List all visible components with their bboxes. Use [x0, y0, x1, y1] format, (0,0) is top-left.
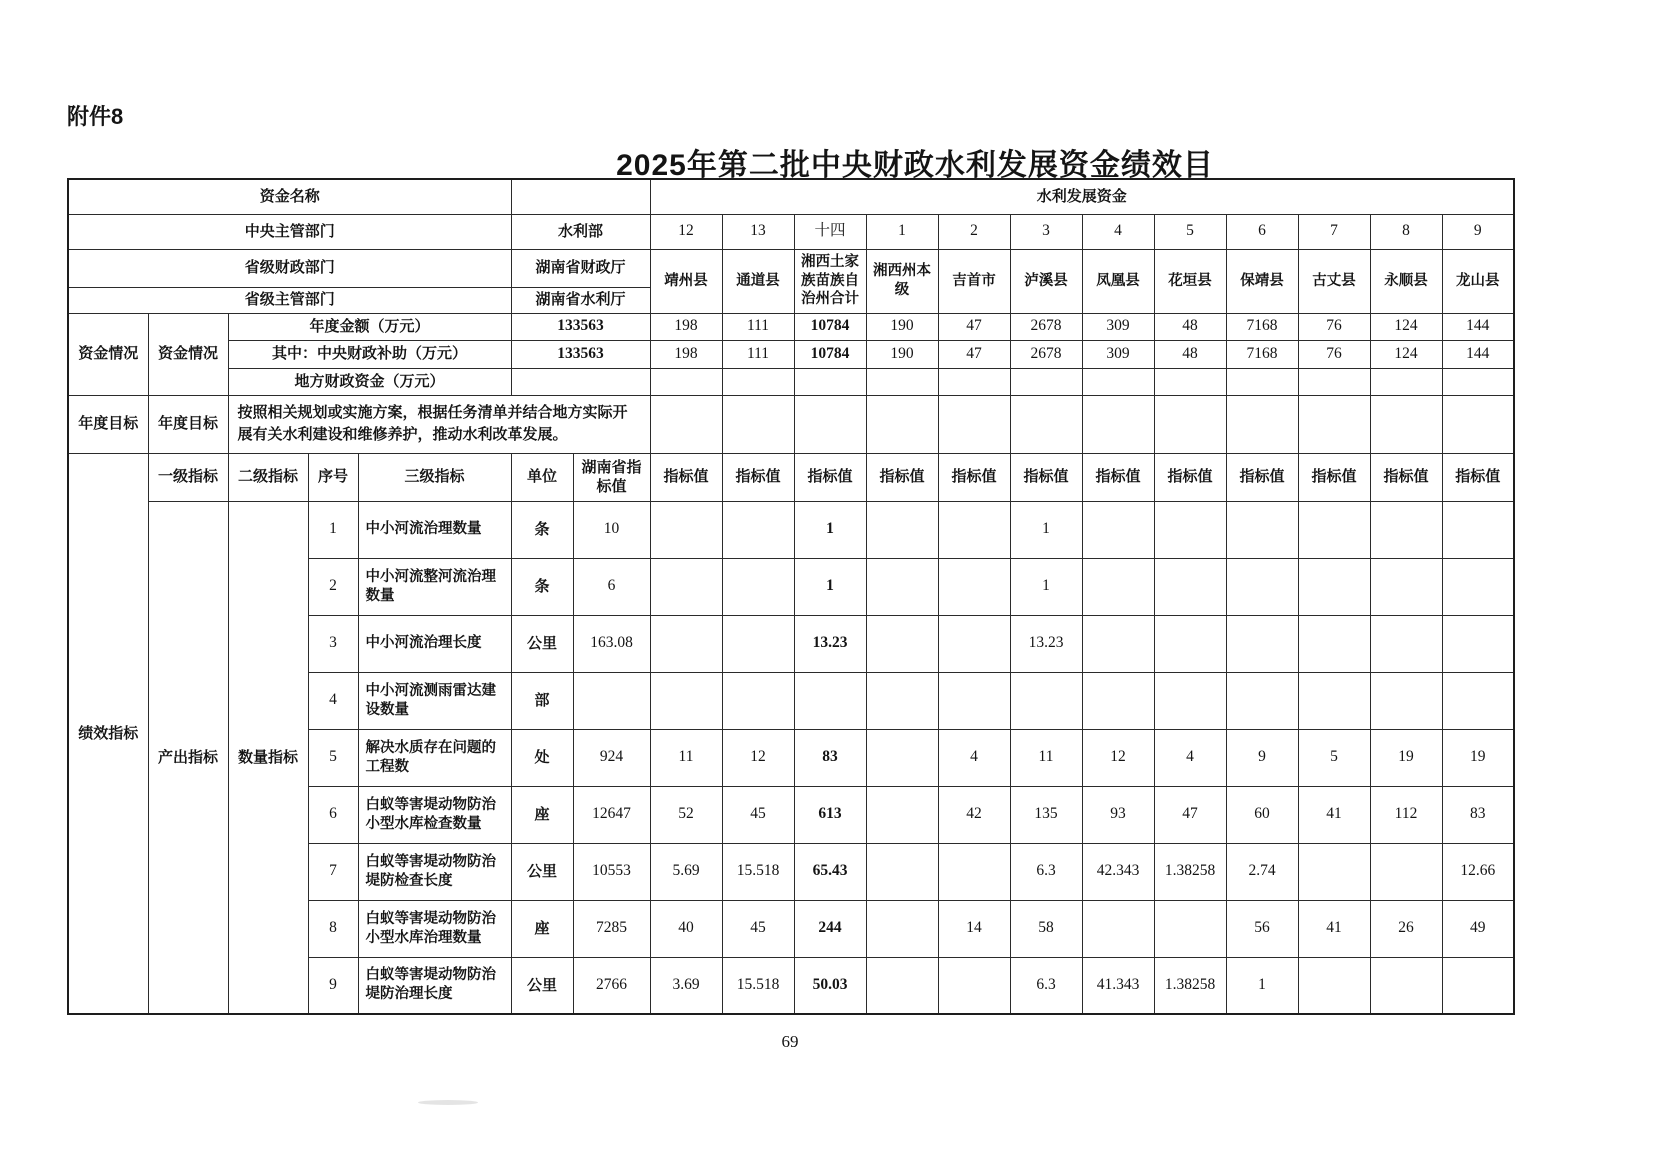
indicator-seq: 2 — [308, 558, 358, 615]
funding-value: 2678 — [1010, 313, 1082, 340]
level2-header: 二级指标 — [228, 453, 308, 501]
indicator-value: 41.343 — [1082, 957, 1154, 1014]
column-number: 7 — [1298, 214, 1370, 249]
province-value-header: 湖南省指标值 — [573, 453, 650, 501]
indicator-value — [1226, 558, 1298, 615]
indicator-value: 47 — [1154, 786, 1226, 843]
indicator-unit: 公里 — [511, 615, 573, 672]
indicator-value — [938, 843, 1010, 900]
funding-value: 111 — [722, 313, 794, 340]
funding-value — [1082, 368, 1154, 395]
column-number: 3 — [1010, 214, 1082, 249]
indicator-value: 1 — [794, 558, 866, 615]
indicator-value: 93 — [1082, 786, 1154, 843]
central-dept-value: 水利部 — [511, 214, 650, 249]
indicator-value — [1370, 558, 1442, 615]
indicator-value: 4 — [938, 729, 1010, 786]
indicator-name: 中小河流治理数量 — [358, 501, 511, 558]
indicator-unit: 条 — [511, 501, 573, 558]
indicator-value — [1298, 957, 1370, 1014]
indicator-province-value: 2766 — [573, 957, 650, 1014]
fund-name-label: 资金名称 — [68, 179, 511, 214]
funding-value: 10784 — [794, 313, 866, 340]
indicator-value: 19 — [1370, 729, 1442, 786]
annual-goal-empty-cell — [722, 395, 794, 453]
funding-value: 7168 — [1226, 313, 1298, 340]
indicator-value — [650, 672, 722, 729]
indicator-value: 50.03 — [794, 957, 866, 1014]
funding-section-label: 资金情况 — [68, 313, 148, 395]
provincial-dept-label: 省级主管部门 — [68, 287, 511, 313]
indicator-province-value: 12647 — [573, 786, 650, 843]
indicator-value: 65.43 — [794, 843, 866, 900]
indicator-value — [1370, 501, 1442, 558]
level3-header: 三级指标 — [358, 453, 511, 501]
funding-province-value — [511, 368, 650, 395]
indicator-value: 12.66 — [1442, 843, 1514, 900]
annual-goal-empty-cell — [1010, 395, 1082, 453]
indicator-value — [1154, 558, 1226, 615]
indicator-value: 13.23 — [1010, 615, 1082, 672]
annual-goal-empty-cell — [1226, 395, 1298, 453]
performance-table — [67, 178, 1515, 1015]
indicator-value: 58 — [1010, 900, 1082, 957]
level2-value: 数量指标 — [228, 501, 308, 1014]
indicator-value — [722, 672, 794, 729]
page-number: 69 — [781, 1032, 799, 1051]
indicator-value — [866, 558, 938, 615]
indicator-value — [1442, 957, 1514, 1014]
indicator-value — [1442, 615, 1514, 672]
indicator-value — [938, 558, 1010, 615]
funding-value — [1226, 368, 1298, 395]
indicator-seq: 5 — [308, 729, 358, 786]
funding-value: 76 — [1298, 313, 1370, 340]
indicator-value-header: 指标值 — [938, 453, 1010, 501]
indicator-unit: 处 — [511, 729, 573, 786]
column-number: 十四 — [794, 214, 866, 249]
indicator-value — [722, 558, 794, 615]
funding-value — [866, 368, 938, 395]
indicator-value-header: 指标值 — [1010, 453, 1082, 501]
indicator-seq: 6 — [308, 786, 358, 843]
indicator-value: 135 — [1010, 786, 1082, 843]
indicator-value: 3.69 — [650, 957, 722, 1014]
indicator-seq: 3 — [308, 615, 358, 672]
indicator-value — [938, 615, 1010, 672]
funding-value — [650, 368, 722, 395]
funding-value — [722, 368, 794, 395]
indicator-value — [650, 501, 722, 558]
indicator-value: 49 — [1442, 900, 1514, 957]
funding-value: 309 — [1082, 313, 1154, 340]
indicator-value-header: 指标值 — [1442, 453, 1514, 501]
indicator-value: 6.3 — [1010, 957, 1082, 1014]
attachment-label: 附件8 — [67, 104, 124, 129]
funding-province-value: 133563 — [511, 313, 650, 340]
indicator-value: 4 — [1154, 729, 1226, 786]
indicator-value-header: 指标值 — [1370, 453, 1442, 501]
indicator-value: 83 — [794, 729, 866, 786]
fund-name-value — [511, 179, 650, 214]
funding-value — [1154, 368, 1226, 395]
indicator-name: 中小河流整河流治理数量 — [358, 558, 511, 615]
indicator-value — [1226, 501, 1298, 558]
annual-goal-empty-cell — [1442, 395, 1514, 453]
indicator-value-header: 指标值 — [1154, 453, 1226, 501]
indicator-unit: 部 — [511, 672, 573, 729]
indicator-value: 45 — [722, 900, 794, 957]
funding-province-value: 133563 — [511, 340, 650, 368]
indicator-value — [938, 672, 1010, 729]
annual-goal-sub-label: 年度目标 — [148, 395, 228, 453]
region-header: 湘西土家族苗族自治州合计 — [794, 249, 866, 313]
region-header: 古丈县 — [1298, 249, 1370, 313]
indicator-value — [1298, 501, 1370, 558]
indicator-value: 56 — [1226, 900, 1298, 957]
region-header: 龙山县 — [1442, 249, 1514, 313]
funding-value: 190 — [866, 313, 938, 340]
funding-value: 2678 — [1010, 340, 1082, 368]
column-number: 2 — [938, 214, 1010, 249]
indicator-value — [1370, 843, 1442, 900]
indicator-value: 1 — [1226, 957, 1298, 1014]
funding-value: 144 — [1442, 340, 1514, 368]
provincial-finance-value: 湖南省财政厅 — [511, 249, 650, 287]
annual-goal-section-label: 年度目标 — [68, 395, 148, 453]
funding-value: 10784 — [794, 340, 866, 368]
column-number: 9 — [1442, 214, 1514, 249]
region-header: 通道县 — [722, 249, 794, 313]
indicator-value — [866, 786, 938, 843]
indicator-value — [938, 501, 1010, 558]
indicator-value: 1.38258 — [1154, 843, 1226, 900]
indicator-value: 11 — [650, 729, 722, 786]
indicator-province-value: 10 — [573, 501, 650, 558]
provincial-dept-value: 湖南省水利厅 — [511, 287, 650, 313]
indicator-value: 15.518 — [722, 843, 794, 900]
indicator-unit: 公里 — [511, 843, 573, 900]
annual-goal-empty-cell — [794, 395, 866, 453]
column-number: 5 — [1154, 214, 1226, 249]
region-header: 靖州县 — [650, 249, 722, 313]
funding-value: 48 — [1154, 313, 1226, 340]
region-header: 凤凰县 — [1082, 249, 1154, 313]
funding-value — [1370, 368, 1442, 395]
annual-goal-empty-cell — [1082, 395, 1154, 453]
funding-value: 124 — [1370, 313, 1442, 340]
indicator-value — [1298, 672, 1370, 729]
indicator-value — [1298, 843, 1370, 900]
indicator-value — [1010, 672, 1082, 729]
indicator-name: 解决水质存在问题的工程数 — [358, 729, 511, 786]
scan-artifact — [418, 1100, 478, 1105]
indicator-value — [1370, 672, 1442, 729]
indicator-value — [866, 615, 938, 672]
funding-value: 7168 — [1226, 340, 1298, 368]
indicator-value — [650, 615, 722, 672]
annual-goal-empty-cell — [1154, 395, 1226, 453]
indicator-value — [1154, 900, 1226, 957]
indicator-value — [794, 672, 866, 729]
indicator-unit: 条 — [511, 558, 573, 615]
funding-value: 190 — [866, 340, 938, 368]
seq-header: 序号 — [308, 453, 358, 501]
funding-value — [1442, 368, 1514, 395]
indicator-value: 9 — [1226, 729, 1298, 786]
indicator-value — [1442, 558, 1514, 615]
indicator-value — [1154, 672, 1226, 729]
central-dept-label: 中央主管部门 — [68, 214, 511, 249]
indicator-value: 14 — [938, 900, 1010, 957]
indicator-name: 白蚁等害堤动物防治小型水库治理数量 — [358, 900, 511, 957]
indicator-value-header: 指标值 — [866, 453, 938, 501]
indicator-name: 中小河流测雨雷达建设数量 — [358, 672, 511, 729]
indicator-value-header: 指标值 — [1082, 453, 1154, 501]
indicator-value — [866, 729, 938, 786]
funding-value: 47 — [938, 313, 1010, 340]
indicator-province-value: 6 — [573, 558, 650, 615]
indicator-value: 11 — [1010, 729, 1082, 786]
indicator-name: 中小河流治理长度 — [358, 615, 511, 672]
annual-goal-empty-cell — [650, 395, 722, 453]
indicator-value — [1082, 672, 1154, 729]
indicator-name: 白蚁等害堤动物防治小型水库检查数量 — [358, 786, 511, 843]
funding-sub-label: 资金情况 — [148, 313, 228, 395]
annual-goal-empty-cell — [1370, 395, 1442, 453]
indicator-value — [866, 672, 938, 729]
indicator-seq: 8 — [308, 900, 358, 957]
indicator-value: 45 — [722, 786, 794, 843]
indicator-value — [1082, 615, 1154, 672]
column-number: 8 — [1370, 214, 1442, 249]
region-header: 保靖县 — [1226, 249, 1298, 313]
indicator-value — [1370, 615, 1442, 672]
indicator-value — [1226, 672, 1298, 729]
fund-group-header: 水利发展资金 — [650, 179, 1514, 214]
provincial-finance-label: 省级财政部门 — [68, 249, 511, 287]
indicator-value: 1 — [1010, 501, 1082, 558]
indicator-unit: 座 — [511, 786, 573, 843]
indicator-value: 12 — [1082, 729, 1154, 786]
funding-value: 198 — [650, 313, 722, 340]
annual-goal-text: 按照相关规划或实施方案，根据任务清单并结合地方实际开展有关水利建设和维修养护，推动水利改革发展。 — [228, 395, 650, 453]
indicator-value-header: 指标值 — [794, 453, 866, 501]
region-header: 永顺县 — [1370, 249, 1442, 313]
indicator-name: 白蚁等害堤动物防治堤防治理长度 — [358, 957, 511, 1014]
indicator-province-value: 924 — [573, 729, 650, 786]
indicator-value-header: 指标值 — [722, 453, 794, 501]
indicator-value: 613 — [794, 786, 866, 843]
indicator-name: 白蚁等害堤动物防治堤防检查长度 — [358, 843, 511, 900]
indicator-value — [722, 615, 794, 672]
indicator-value: 42 — [938, 786, 1010, 843]
indicator-value: 6.3 — [1010, 843, 1082, 900]
indicator-value: 13.23 — [794, 615, 866, 672]
indicator-value: 52 — [650, 786, 722, 843]
indicator-value — [1154, 501, 1226, 558]
indicator-seq: 4 — [308, 672, 358, 729]
indicator-value — [1154, 615, 1226, 672]
indicator-seq: 1 — [308, 501, 358, 558]
indicator-value — [1370, 957, 1442, 1014]
funding-value — [938, 368, 1010, 395]
indicator-value-header: 指标值 — [1298, 453, 1370, 501]
indicator-value: 42.343 — [1082, 843, 1154, 900]
funding-value — [1010, 368, 1082, 395]
indicator-value: 26 — [1370, 900, 1442, 957]
indicator-value — [1442, 672, 1514, 729]
indicator-value: 1 — [794, 501, 866, 558]
indicator-value — [1442, 501, 1514, 558]
indicator-value — [866, 843, 938, 900]
indicator-value — [866, 501, 938, 558]
annual-goal-empty-cell — [938, 395, 1010, 453]
indicator-value — [650, 558, 722, 615]
indicator-province-value: 163.08 — [573, 615, 650, 672]
indicator-value — [1082, 501, 1154, 558]
indicator-value — [722, 501, 794, 558]
indicator-value: 41 — [1298, 786, 1370, 843]
column-number: 6 — [1226, 214, 1298, 249]
region-header: 湘西州本级 — [866, 249, 938, 313]
indicator-value-header: 指标值 — [650, 453, 722, 501]
indicator-value: 1 — [1010, 558, 1082, 615]
level1-value: 产出指标 — [148, 501, 228, 1014]
indicator-province-value: 10553 — [573, 843, 650, 900]
indicator-province-value — [573, 672, 650, 729]
indicator-value-header: 指标值 — [1226, 453, 1298, 501]
document-title: 2025年第二批中央财政水利发展资金绩效目 — [616, 149, 1214, 182]
column-number: 4 — [1082, 214, 1154, 249]
indicator-value — [1226, 615, 1298, 672]
indicator-unit: 座 — [511, 900, 573, 957]
level1-header: 一级指标 — [148, 453, 228, 501]
region-header: 吉首市 — [938, 249, 1010, 313]
indicator-value: 1.38258 — [1154, 957, 1226, 1014]
annual-goal-empty-cell — [1298, 395, 1370, 453]
funding-value: 309 — [1082, 340, 1154, 368]
indicator-value: 2.74 — [1226, 843, 1298, 900]
indicator-seq: 9 — [308, 957, 358, 1014]
indicator-value — [1298, 558, 1370, 615]
indicator-value — [1082, 558, 1154, 615]
region-header: 花垣县 — [1154, 249, 1226, 313]
funding-value: 111 — [722, 340, 794, 368]
indicator-value: 19 — [1442, 729, 1514, 786]
region-header: 泸溪县 — [1010, 249, 1082, 313]
column-number: 13 — [722, 214, 794, 249]
funding-value: 47 — [938, 340, 1010, 368]
indicators-section-label: 绩效指标 — [68, 453, 148, 1014]
funding-row-label: 年度金额（万元） — [228, 313, 511, 340]
indicator-unit: 公里 — [511, 957, 573, 1014]
annual-goal-empty-cell — [866, 395, 938, 453]
funding-value: 48 — [1154, 340, 1226, 368]
funding-value — [1298, 368, 1370, 395]
indicator-value — [1082, 900, 1154, 957]
indicator-value: 41 — [1298, 900, 1370, 957]
indicator-value: 83 — [1442, 786, 1514, 843]
indicator-value — [1298, 615, 1370, 672]
indicator-value: 40 — [650, 900, 722, 957]
funding-value: 76 — [1298, 340, 1370, 368]
funding-value: 144 — [1442, 313, 1514, 340]
funding-row-label: 其中：中央财政补助（万元） — [228, 340, 511, 368]
indicator-province-value: 7285 — [573, 900, 650, 957]
unit-header: 单位 — [511, 453, 573, 501]
funding-value: 124 — [1370, 340, 1442, 368]
indicator-value: 112 — [1370, 786, 1442, 843]
indicator-value: 60 — [1226, 786, 1298, 843]
indicator-value: 5 — [1298, 729, 1370, 786]
funding-row-label: 地方财政资金（万元） — [228, 368, 511, 395]
indicator-value — [938, 957, 1010, 1014]
indicator-value — [866, 900, 938, 957]
funding-value — [794, 368, 866, 395]
column-number: 1 — [866, 214, 938, 249]
column-number: 12 — [650, 214, 722, 249]
indicator-value: 5.69 — [650, 843, 722, 900]
indicator-value: 12 — [722, 729, 794, 786]
indicator-value: 15.518 — [722, 957, 794, 1014]
indicator-value: 244 — [794, 900, 866, 957]
indicator-value — [866, 957, 938, 1014]
indicator-seq: 7 — [308, 843, 358, 900]
funding-value: 198 — [650, 340, 722, 368]
